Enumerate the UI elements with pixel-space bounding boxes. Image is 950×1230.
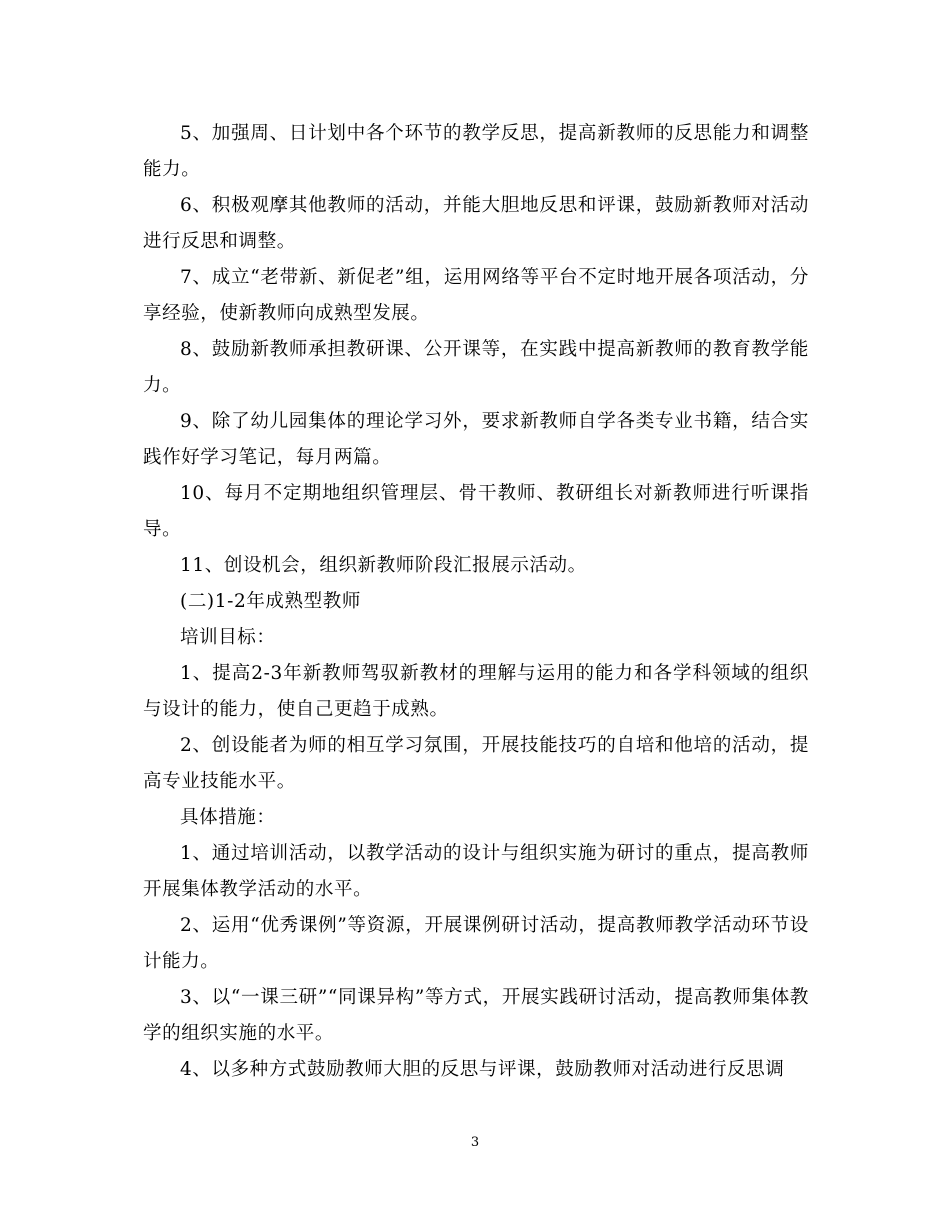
- measure-item-2: 2、运用“优秀课例”等资源，开展课例研讨活动，提高教师教学活动环节设计能力。: [143, 915, 809, 972]
- measure-item-1: 1、通过培训活动，以教学活动的设计与组织实施为研讨的重点，提高教师开展集体教学活动的水平。: [143, 843, 809, 900]
- measure-item-3: 3、以“一课三研”“同课异构”等方式，开展实践研讨活动，提高教师集体教学的组织实施的水平。: [143, 987, 809, 1044]
- paragraph-item-9: 9、除了幼儿园集体的理论学习外，要求新教师自学各类专业书籍，结合实践作好学习笔记，每月两篇。: [143, 411, 809, 468]
- paragraph-item-7: 7、成立“老带新、新促老”组，运用网络等平台不定时地开展各项活动，分享经验，使新教师向成熟型发展。: [143, 267, 809, 324]
- paragraph-item-8: 8、鼓励新教师承担教研课、公开课等，在实践中提高新教师的教育教学能力。: [143, 339, 809, 396]
- goal-item-2: 2、创设能者为师的相互学习氛围，开展技能技巧的自培和他培的活动，提高专业技能水平。: [143, 735, 809, 792]
- section-heading: (二)1-2年成熟型教师: [180, 591, 361, 612]
- page-number: 3: [470, 1135, 480, 1150]
- training-goals-label: 培训目标：: [180, 627, 276, 648]
- paragraph-item-6: 6、积极观摩其他教师的活动，并能大胆地反思和评课，鼓励新教师对活动进行反思和调整。: [143, 195, 809, 252]
- paragraph-item-10: 10、每月不定期地组织管理层、骨干教师、教研组长对新教师进行听课指导。: [143, 483, 809, 540]
- paragraph-item-5: 5、加强周、日计划中各个环节的教学反思，提高新教师的反思能力和调整能力。: [143, 123, 809, 180]
- goal-item-1: 1、提高2-3年新教师驾驭新教材的理解与运用的能力和各学科领域的组织与设计的能力，使自己更趋于成熟。: [143, 663, 809, 720]
- measures-label: 具体措施：: [180, 807, 276, 828]
- paragraph-item-11: 11、创设机会，组织新教师阶段汇报展示活动。: [180, 555, 587, 576]
- document-body: [143, 116, 809, 1088]
- measure-item-4: 4、以多种方式鼓励教师大胆的反思与评课，鼓励教师对活动进行反思调: [180, 1059, 785, 1080]
